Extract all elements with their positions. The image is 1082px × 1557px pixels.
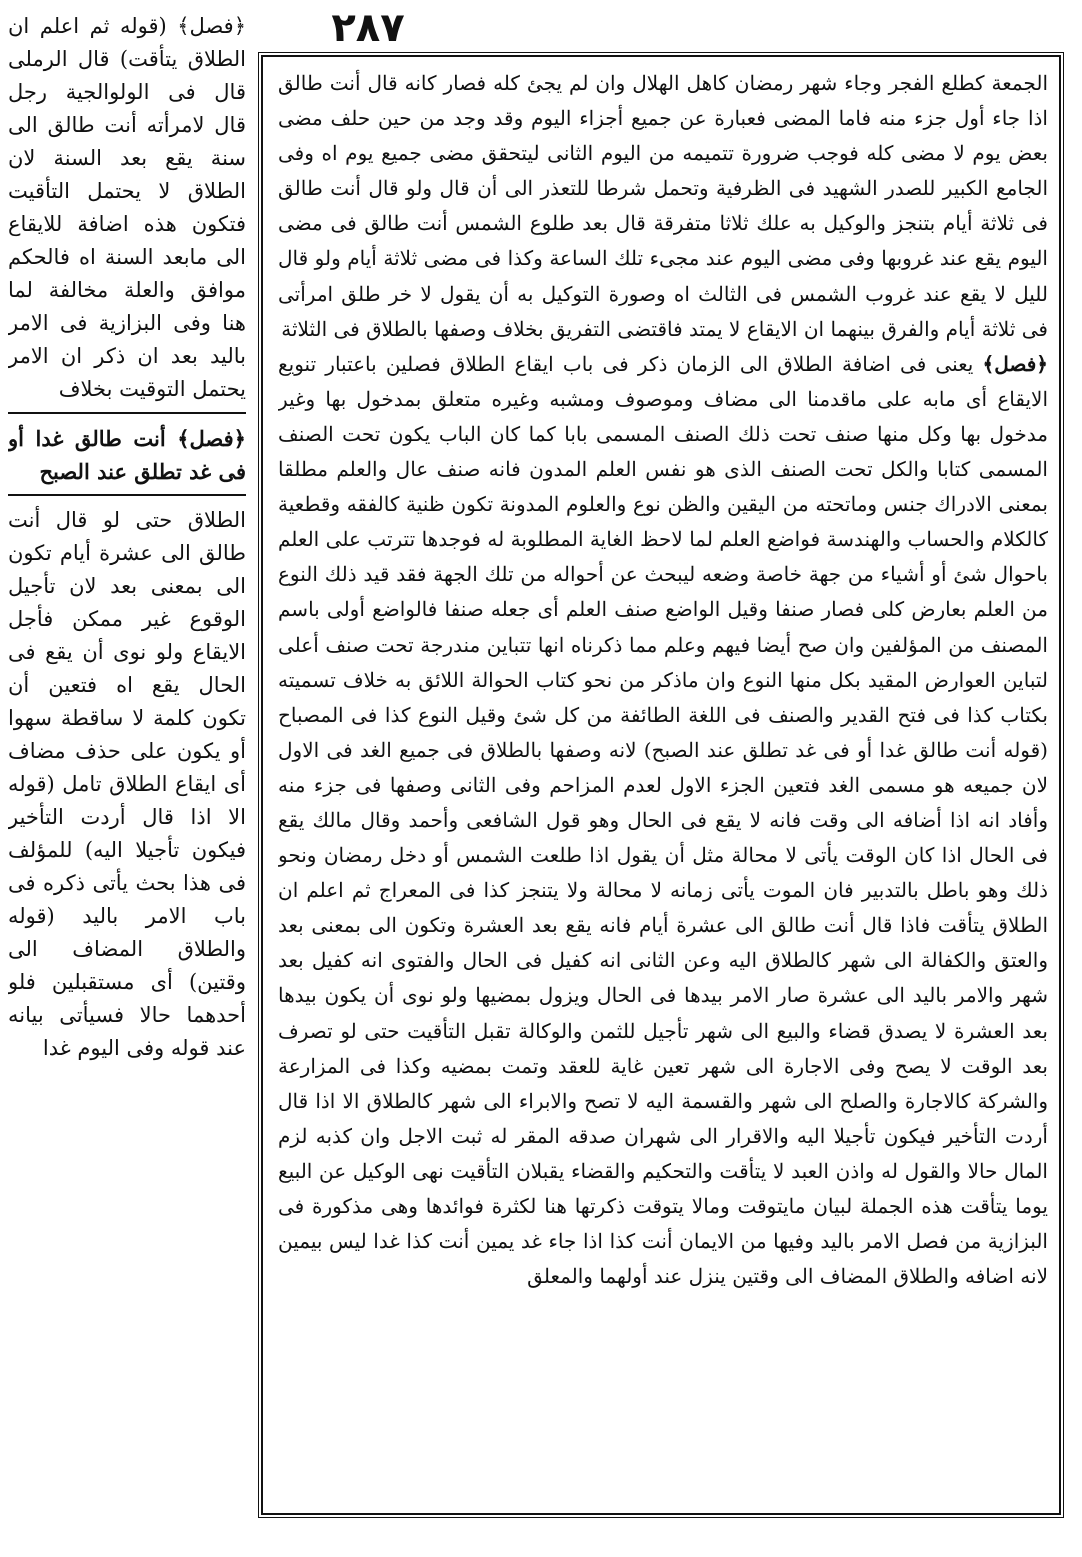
margin-divider-2 xyxy=(8,494,246,496)
margin-block-3: الطلاق حتى لو قال أنت طالق الى عشرة أيام تكون الى بمعنى بعد لان تأجيل الوقوع غير ممكن فأجل الايقاع ولو نوى أن يقع فى الحال يقع اه فتعين أن تكون كلمة لا ساقطة سهوا أو يكون على حذف مضاف أى ايقاع الطلاق تامل (قوله الا اذا قال أردت التأخير فيكون تأجيلا اليه) للمؤلف فى هذا بحث يأتى ذكره فى باب الامر باليد (قوله والطلاق المضاف الى وقتين) أى مستقبلين فلو أحدهما حالا فسيأتى بيانه عند قوله وفى اليوم غدا xyxy=(8,508,246,1060)
margin-section-heading: ﴿فصل﴾ أنت طالق غدا أو فى غد تطلق عند الصبح xyxy=(8,426,246,484)
margin-commentary-column xyxy=(8,10,246,1470)
section-paragraph xyxy=(278,347,1048,1295)
main-text-column xyxy=(278,66,1048,1496)
section-text: يعنى فى اضافة الطلاق الى الزمان ذكر فى باب ايقاع الطلاق فصلين باعتبار تنويع الايقاع أى مابه على ماقدمنا الى مضاف وموصوف ومشبه وغيره متعلق بمدخول بها وغير مدخول بها وكل منها صنف تحت ذلك الصنف المسمى بابا كما كان الباب يكون تحت الصنف المسمى كتابا والكل تحت الصنف الذى هو نفس العلم المدون فانه صنف عال والعلم مطلقا بمعنى الادراك جنس وماتحته من اليقين والظن نوع والعلوم المدونة تكون ظنية كالفقه وقطعية كالكلام والحساب والهندسة فواضع العلم لما لاحظ الغاية المطلوبة له فوجدها تترتب على العلم باحوال شئ أو أشياء من جهة خاصة وضعه ليبحث عن أحواله من تلك الجهة فقد قيد ذلك النوع من العلم بعارض كلى فصار صنفا وقيل الواضع صنف العلم أى جعله صنفا فالواضع أولى باسم المصنف من المؤلفين وان صح أيضا فيهم وعلم مما ذكرناه انها تتباين مندرجة تحت صنف أعلى لتباين العوارض المقيد بكل منها النوع وان ماذكر من نحو كتاب الحوالة اللائق به خلاف تسميته بكتاب كذا فى فتح القدير والصنف فى اللغة الطائفة من كل شئ وقيل النوع كذا فى المصباح (قوله أنت طالق غدا أو فى غد تطلق عند الصبح) لانه وصفها بالطلاق فى جميع الغد فى الاول لان جميعه هو مسمى الغد فتعين الجزء الاول لعدم المزاحم وفى الثانى وصفها فى جزء منه وأفاد انه اذا أضافه الى وقت فانه لا يقع فى الحال وهو قول الشافعى وأحمد وقال مالك يقع فى الحال اذا كان الوقت يأتى لا محالة مثل أن يقول اذا طلعت الشمس أو دخل رمضان ونحو ذلك وهو باطل بالتدبير فان الموت يأتى زمانه لا محالة ولا يتنجز كذا فى المعراج ثم اعلم ان الطلاق يتأقت فاذا قال أنت طالق الى عشرة أيام فانه يقع بعد العشرة وتكون الى بمعنى بعد والعتق والكفالة الى شهر كالطلاق اليه وعن الثانى انه كفيل فى الحال والفتوى انه كفيل بعد شهر والامر باليد الى عشرة صار الامر بيدها فى الحال ويزول بمضيها ولو نوى أن يكون بيدها بعد العشرة لا يصدق قضاء والبيع الى شهر تأجيل للثمن والوكالة تقبل التأقيت حتى لو تصرف بعد الوقت لا يصح وفى الاجارة الى شهر تعين غاية للعقد وتمت بمضيه وكذا فى المزارعة والشركة كالاجارة والصلح الى شهر والقسمة اليه لا تصح والابراء الى شهر كالطلاق الا اذا قال أردت التأخير فيكون تأجيلا اليه والاقرار الى شهران صدقه المقر له ثبت الاجل وان كذبه لزم المال حالا والقول له واذن العبد لا يتأقت والتحكيم والقضاء يقبلان التأقيت نهى الوكيل عن البيع يوما يتأقت هذه الجملة لبيان مايتوقت ومالا يتوقت ذكرتها هنا لكثرة فوائدها وهى مذكورة فى البزازية من فصل الامر باليد وفيها من الايمان أنت كذا اذا جاء غد يمين أنت كذا غدا ليس بيمين لانه اضافه والطلاق المضاف الى وقتين ينزل عند أولهما والمعلق xyxy=(278,351,1048,1289)
main-paragraph-1: الجمعة كطلع الفجر وجاء شهر رمضان كاهل الهلال وان لم يجئ كله فصار كانه قال أنت طالق اذا جاء أول جزء منه فاما المضى فعبارة عن جميع أجزاء اليوم وقد وجد من حين حلف مضى بعض يوم لا مضى كله فوجب ضرورة تتميمه من اليوم الثانى ليتحقق مضى جميع يوم اه وفى الجامع الكبير للصدر الشهيد فى الظرفية وتحمل شرطا للتعذر الى أن قال ولو قال أنت طالق فى ثلاثة أيام بتنجز والوكيل به علك ثلاثا متفرقة قال بعد طلوع الشمس أنت طالق فى مضى اليوم يقع عند غروبها وفى مضى اليوم عند مجىء تلك الساعة وكذا فى مضى ثلاثة أيام ولو قال لليل لا يقع عند غروب الشمس فى الثالث اه وصورة التوكيل به أن يقول لا خر طلق امرأتى فى ثلاثة أيام والفرق بينهما ان الايقاع لا يمتد فاقتضى التفريق بخلاف وصفها بالطلاق فى الثلاثة xyxy=(278,71,1048,341)
section-marker: ﴿فصل﴾ xyxy=(982,351,1048,376)
margin-divider-1 xyxy=(8,412,246,414)
page-number: ٢٨٧ xyxy=(331,5,405,51)
margin-block-1: ﴿فصل﴾ (قوله ثم اعلم ان الطلاق يتأقت) قال الرملى قال فى الولوالجية رجل قال لامرأته أنت طالق الى سنة يقع بعد السنة لان الطلاق لا يحتمل التأقيت فتكون هذه اضافة للايقاع الى مابعد السنة اه فالحكم موافق والعلة مخالفة لما هنا وفى البزازية فى الامر باليد بعد ان ذكر ان الامر يحتمل التوقيت بخلاف xyxy=(8,14,246,401)
